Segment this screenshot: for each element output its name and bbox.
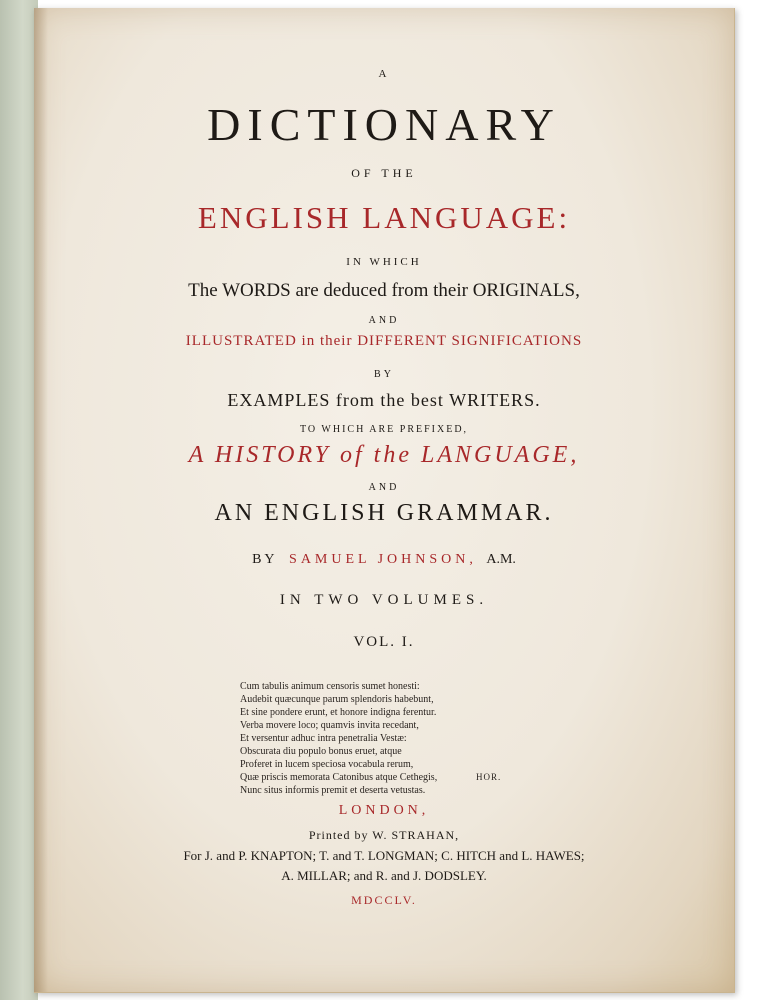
motto-line-8: Quæ priscis memorata Catonibus atque Cethegis, — [240, 772, 438, 783]
latin-motto — [240, 680, 560, 797]
examples-line: EXAMPLES from the best WRITERS. — [227, 390, 541, 410]
words-line: The WORDS are deduced from their ORIGINALS, — [188, 280, 580, 301]
motto-line-7: Proferet in lucem speciosa vocabula rerum, — [240, 759, 414, 770]
main-title: DICTIONARY — [207, 99, 561, 150]
author-line — [34, 552, 734, 568]
of-the-label: OF THE — [351, 166, 417, 180]
title-article: A — [378, 68, 390, 80]
imprint-city: LONDON, — [338, 803, 430, 818]
by-label: BY — [374, 369, 394, 380]
imprint-printer: Printed by W. STRAHAN, — [308, 828, 460, 842]
volume-number: VOL. I. — [353, 634, 415, 650]
and-label-1: AND — [368, 315, 400, 326]
motto-line-9: Nunc situs informis premit et deserta vetustas. — [240, 785, 426, 796]
motto-line-4: Verba movere loco; quamvis invita recedant, — [240, 720, 419, 731]
author-name: SAMUEL JOHNSON, — [289, 552, 477, 567]
endpaper — [0, 0, 38, 1000]
motto-line-1: Cum tabulis animum censoris sumet honesti: — [240, 681, 420, 692]
prefixed-line: TO WHICH ARE PREFIXED, — [299, 424, 469, 435]
imprint-booksellers-1: For J. and P. KNAPTON; T. and T. LONGMAN; C. HITCH and L. HAWES; — [183, 848, 585, 863]
motto-line-2: Audebit quæcunque parum splendoris habebunt, — [240, 694, 434, 705]
author-by: BY — [252, 552, 278, 567]
imprint-year: MDCCLV. — [351, 893, 417, 907]
author-degree: A.M. — [486, 552, 516, 567]
in-which-label: IN WHICH — [346, 256, 422, 268]
illustrated-line: ILLUSTRATED in their DIFFERENT SIGNIFICATIONS — [185, 333, 583, 349]
motto-attribution: HOR. — [476, 772, 502, 782]
grammar-line: AN ENGLISH GRAMMAR. — [214, 500, 554, 526]
imprint-booksellers-2: A. MILLAR; and R. and J. DODSLEY. — [281, 868, 487, 883]
volumes-line: IN TWO VOLUMES. — [279, 592, 489, 608]
motto-line-3: Et sine pondere erunt, et honore indigna ferentur. — [240, 707, 437, 718]
and-label-2: AND — [368, 482, 400, 493]
history-line: A HISTORY of the LANGUAGE, — [188, 442, 580, 468]
motto-line-5: Et versentur adhuc intra penetralia Vestæ: — [240, 733, 407, 744]
language-title: ENGLISH LANGUAGE: — [197, 200, 571, 235]
motto-line-6: Obscurata diu populo bonus eruet, atque — [240, 746, 402, 757]
